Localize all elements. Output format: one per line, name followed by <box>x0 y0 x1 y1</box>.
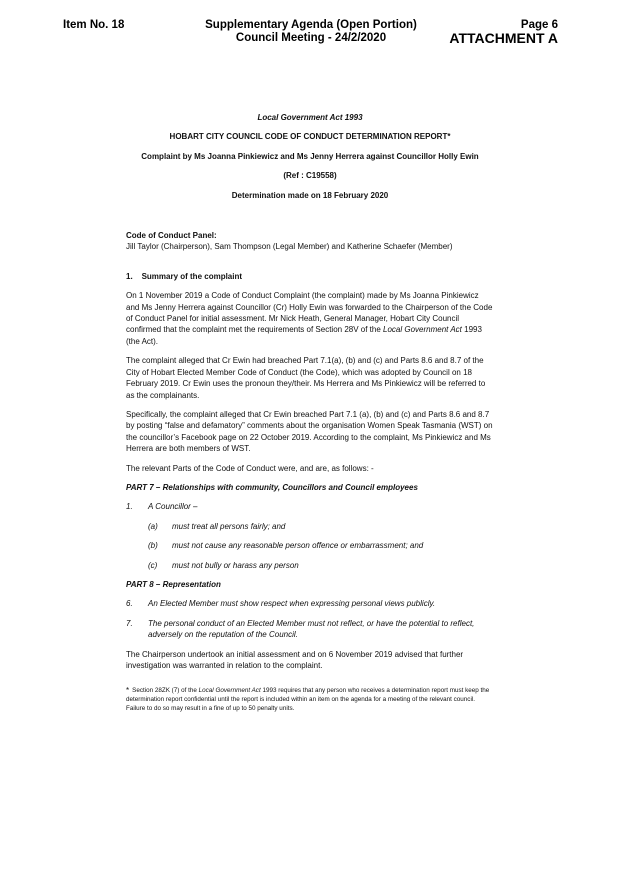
agenda-line-1: Supplementary Agenda (Open Portion) <box>205 19 417 31</box>
paragraph-4: The relevant Parts of the Code of Conduct were, and are, as follows: - <box>126 463 374 473</box>
sub-item-text: must treat all persons fairly; and <box>172 521 286 531</box>
paragraph-1 <box>126 290 494 347</box>
sub-item-letter: (c) <box>148 560 158 570</box>
part7-sub-b <box>126 540 494 551</box>
panel-label: Code of Conduct Panel: <box>126 231 217 241</box>
attachment-label: ATTACHMENT A <box>449 30 558 46</box>
footnote-end: 1993 requires that any person who receives a determination report must keep the determination report confidential until the report is included within an item on the agenda for a meeting of the relevant council. Failure to do so may result in a fine of up to 50 penalty units. <box>126 687 490 712</box>
sub-item-text: must not bully or harass any person <box>172 560 299 570</box>
paragraph-1-text: On 1 November 2019 a Code of Conduct Complaint (the complaint) made by Ms Joanna Pinkiewicz and Ms Jenny Herrera against Councillor (Cr) Holly Ewin was forwarded to the Chairperson of the Code of Conduct Panel for initial assessment. Mr Nick Heath, General Manager, Hobart City Council confirmed that the complaint met the requirements of Section 28V of the <box>126 291 493 335</box>
determination-date: Determination made on 18 February 2020 <box>231 190 389 200</box>
part8-heading: PART 8 – Representation <box>126 579 221 589</box>
part8-item-number: 7. <box>126 618 133 628</box>
footnote-marker: * <box>126 686 130 696</box>
paragraph-5: The Chairperson undertook an initial assessment and on 6 November 2019 advised that further investigation was warranted in relation to the complaint. <box>126 649 464 670</box>
act-title: Local Government Act 1993 <box>257 113 363 122</box>
paragraph-2: The complaint alleged that Cr Ewin had breached Part 7.1(a), (b) and (c) and Parts 8.6 and 8.7 of the City of Hobart Elected Member Code of Conduct (the Code), which was adopted by Council on 18 February 2019. Cr Ewin uses the pronoun they/their. Ms Herrera and Ms Pinkiewicz will be referred to as the complainants. <box>126 356 486 400</box>
footnote <box>126 687 494 713</box>
part7-sub-a <box>126 521 494 532</box>
part7-item-number: 1. <box>126 502 133 512</box>
part8-item-6 <box>126 598 494 609</box>
part8-item-text: An Elected Member must show respect when expressing personal views publicly. <box>148 599 436 609</box>
part7-item <box>126 501 494 512</box>
part7-sub-c <box>126 560 494 571</box>
footnote-act: Local Government Act <box>198 687 261 695</box>
page-number: Page 6 <box>520 19 558 31</box>
paragraph-1-end: 1993 (the Act). <box>126 325 482 346</box>
panel-members: Jill Taylor (Chairperson), Sam Thompson (Legal Member) and Katherine Schaefer (Member) <box>126 242 453 252</box>
item-number: Item No. 18 <box>63 19 125 31</box>
sub-item-letter: (b) <box>148 541 158 551</box>
document-body <box>126 112 494 713</box>
part8-item-7 <box>126 618 494 641</box>
paragraph-3: Specifically, the complaint alleged that Cr Ewin breached Part 7.1 (a), (b) and (c) and Parts 8.6 and 8.7 by posting “false and defamatory” comments about the organisation Women Speak Tasmania (WST) on the councillor’s Facebook page on 22 October 2019. According to the complaint, Ms Pinkiewicz and Ms Herrera are both members of WST. <box>126 409 493 454</box>
part8-item-number: 6. <box>126 599 133 609</box>
sub-item-text: must not cause any reasonable person offence or embarrassment; and <box>172 541 424 551</box>
complaint-title: Complaint by Ms Joanna Pinkiewicz and Ms Jenny Herrera against Councillor Holly Ewin <box>141 151 479 161</box>
page-info <box>449 19 558 45</box>
part8-item-text: The personal conduct of an Elected Member must not reflect, or have the potential to reflect, adversely on the reputation of the Council. <box>148 618 475 640</box>
agenda-line-2: Council Meeting - 24/2/2020 <box>235 32 387 44</box>
part7-heading: PART 7 – Relationships with community, Councillors and Council employees <box>126 482 418 492</box>
reference-number: (Ref : C19558) <box>283 171 337 181</box>
report-title: HOBART CITY COUNCIL CODE OF CONDUCT DETERMINATION REPORT* <box>169 132 451 142</box>
part7-item-text: A Councillor – <box>148 502 198 512</box>
sub-item-letter: (a) <box>148 521 158 531</box>
footnote-text: Section 28ZK (7) of the <box>132 687 199 695</box>
paragraph-1-act: Local Government Act <box>383 325 462 335</box>
section-heading: 1. Summary of the complaint <box>126 271 243 281</box>
